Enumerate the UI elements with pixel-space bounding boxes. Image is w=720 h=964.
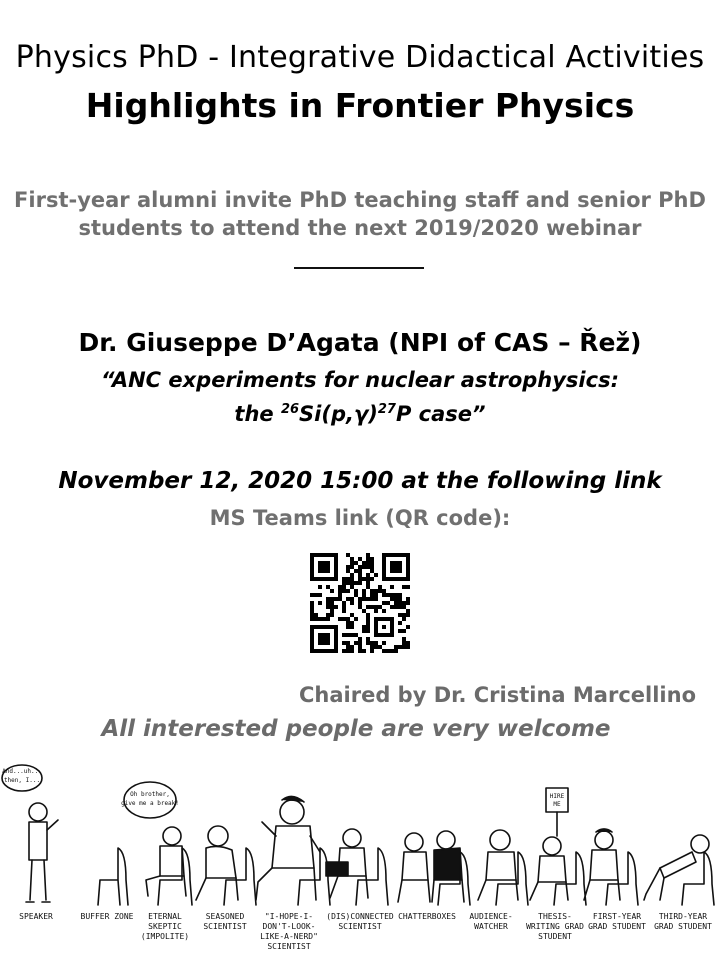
qr-module [358,605,362,609]
qr-module [402,641,406,645]
qr-module [402,629,406,633]
qr-module [358,637,362,641]
qr-module [318,593,322,597]
qr-module [310,601,314,605]
qr-module [366,617,370,621]
qr-module [350,577,354,581]
qr-module [362,577,366,581]
qr-module [366,597,370,601]
qr-module [394,649,398,653]
qr-module [342,605,346,609]
qr-module [326,585,330,589]
qr-module [370,577,374,581]
qr-module [362,593,366,597]
qr-module [334,597,338,601]
qr-module [398,601,402,605]
qr-module [330,605,334,609]
qr-module [390,605,394,609]
qr-module [310,609,314,613]
qr-module [402,601,406,605]
qr-code[interactable] [310,553,410,653]
qr-module [370,589,374,593]
qr-module [394,645,398,649]
qr-module [366,561,370,565]
qr-module [358,581,362,585]
qr-module [310,617,314,621]
qr-module [314,593,318,597]
speech-bubble-1-line1: And...uh... [2,768,42,775]
qr-module [354,641,358,645]
qr-module [374,645,378,649]
qr-module [398,613,402,617]
qr-module [358,573,362,577]
qr-module [406,597,410,601]
qr-module [378,589,382,593]
mass-number-26: 26 [280,402,300,417]
qr-module [366,605,370,609]
talk-title-suffix: P case” [395,402,486,426]
label-speaker: SPEAKER [19,912,53,921]
qr-module [386,593,390,597]
qr-module [398,645,402,649]
label-buffer-zone: BUFFER ZONE [80,912,134,921]
qr-module [366,629,370,633]
welcome-line: All interested people are very welcome [101,716,611,742]
qr-module [330,597,334,601]
qr-module [342,609,346,613]
qr-module [346,617,350,621]
talk-title-line-2 [0,402,720,426]
qr-module [366,613,370,617]
qr-module [374,597,378,601]
qr-module [350,585,354,589]
qr-module [366,641,370,645]
qr-module [338,593,342,597]
reaction-text: Si(p,γ) [299,402,378,426]
qr-module [350,573,354,577]
qr-module [398,597,402,601]
qr-module [370,561,374,565]
qr-module [394,605,398,609]
qr-module [378,645,382,649]
qr-module [406,613,410,617]
qr-module [370,565,374,569]
qr-module [350,557,354,561]
speech-bubble-2-line1: Oh brother, [130,791,170,798]
qr-module [310,593,314,597]
qr-module [342,641,346,645]
qr-module [350,565,354,569]
qr-module [366,637,370,641]
qr-module [338,585,342,589]
qr-module [346,597,350,601]
qr-module [346,633,350,637]
qr-module [374,593,378,597]
qr-module [374,605,378,609]
qr-module [370,649,374,653]
qr-module [378,585,382,589]
qr-module [342,577,346,581]
qr-module [358,645,362,649]
qr-module [398,629,402,633]
qr-module [342,601,346,605]
qr-module [310,613,314,617]
qr-module [402,613,406,617]
qr-module [406,601,410,605]
qr-module [402,617,406,621]
qr-module [326,605,330,609]
qr-module [358,569,362,573]
qr-module [366,577,370,581]
qr-module [390,593,394,597]
qr-module [390,585,394,589]
qr-module [350,621,354,625]
qr-module [362,589,366,593]
qr-module [338,597,342,601]
qr-module [362,597,366,601]
qr-module [346,625,350,629]
qr-module [366,557,370,561]
qr-module [330,589,334,593]
program-heading: Physics PhD - Integrative Didactical Activities [15,40,705,75]
qr-module [394,593,398,597]
link-label: MS Teams link (QR code): [209,506,511,530]
qr-module [350,561,354,565]
qr-module [358,577,362,581]
qr-module [350,645,354,649]
qr-module [326,601,330,605]
qr-module [358,601,362,605]
qr-module [366,621,370,625]
qr-module [350,625,354,629]
qr-module [402,605,406,609]
divider-line [294,267,424,269]
qr-module [386,649,390,653]
qr-module [382,641,386,645]
qr-module [358,557,362,561]
qr-module [330,613,334,617]
qr-module [406,585,410,589]
qr-module [374,589,378,593]
label-audience-watcher: AUDIENCE-WATCHER [469,912,513,931]
label-chatterboxes: CHATTERBOXES [398,912,456,921]
qr-module [350,633,354,637]
qr-module [342,589,346,593]
talk-title-line-1: “ANC experiments for nuclear astrophysics: [101,368,619,392]
label-first-year: FIRST-YEAR GRAD STUDENT [588,912,646,931]
qr-module [318,601,322,605]
qr-module [398,605,402,609]
chair-line: Chaired by Dr. Cristina Marcellino [298,683,696,707]
label-seasoned-scientist: SEASONED SCIENTIST [203,912,247,931]
qr-module [406,641,410,645]
qr-module [330,601,334,605]
qr-module [350,581,354,585]
qr-module [362,649,366,653]
qr-module [334,605,338,609]
qr-module [362,565,366,569]
qr-module [354,633,358,637]
qr-module [354,593,358,597]
qr-module [370,641,374,645]
speech-bubble-2-line2: give me a break! [121,800,179,807]
qr-module [402,637,406,641]
qr-module [350,601,354,605]
qr-module [318,585,322,589]
qr-module [358,565,362,569]
qr-module [354,617,358,621]
label-thesis-writing: THESIS-WRITING GRAD STUDENT [526,912,584,941]
qr-module [346,577,350,581]
qr-module [346,589,350,593]
qr-module [342,617,346,621]
qr-module [350,649,354,653]
qr-module [402,585,406,589]
qr-module [346,621,350,625]
qr-module [338,617,342,621]
qr-module [394,601,398,605]
qr-module [358,649,362,653]
qr-module [366,565,370,569]
qr-module [322,617,326,621]
qr-module [362,609,366,613]
date-time: November 12, 2020 15:00 at the following link [58,468,662,494]
qr-module [398,593,402,597]
qr-module [354,561,358,565]
qr-module [398,621,402,625]
qr-module [346,645,350,649]
qr-module [342,649,346,653]
qr-module [390,597,394,601]
qr-module [382,601,386,605]
qr-module [406,645,410,649]
qr-module [370,593,374,597]
qr-module [350,613,354,617]
qr-module [382,593,386,597]
qr-module [362,629,366,633]
hire-me-sign-line2: ME [553,801,561,808]
label-eternal-skeptic: ETERNAL SKEPTIC (IMPOLITE) [140,912,190,941]
qr-module [342,633,346,637]
label-disconnected-scientist: (DIS)CONNECTED SCIENTIST [326,912,394,931]
qr-module [350,597,354,601]
qr-module [326,597,330,601]
qr-module [366,585,370,589]
qr-module [346,569,350,573]
qr-module [346,641,350,645]
hire-me-sign-line1: HIRE [549,793,565,800]
qr-module [354,589,358,593]
qr-module [330,609,334,613]
qr-module [338,589,342,593]
qr-module [366,625,370,629]
mass-number-27: 27 [377,402,396,417]
qr-module [382,649,386,653]
qr-module [346,581,350,585]
qr-module [358,597,362,601]
qr-module [346,553,350,557]
qr-module [374,573,378,577]
qr-module [386,601,390,605]
invitation-line-1: First-year alumni invite PhD teaching staff and senior PhD [14,188,706,212]
qr-module [314,613,318,617]
qr-module [394,597,398,601]
qr-module [366,573,370,577]
qr-module [310,605,314,609]
invitation-line-2: students to attend the next 2019/2020 webinar [78,216,642,240]
qr-module [374,641,378,645]
qr-module [362,625,366,629]
qr-module [342,581,346,585]
qr-module [366,581,370,585]
qr-module [382,589,386,593]
qr-module [354,581,358,585]
qr-module [318,617,322,621]
qr-module [406,625,410,629]
qr-module [326,617,330,621]
qr-module [370,557,374,561]
qr-module [362,561,366,565]
qr-module [406,609,410,613]
series-title: Highlights in Frontier Physics [85,86,635,125]
qr-module [378,605,382,609]
qr-module [370,569,374,573]
qr-module [370,605,374,609]
qr-module [346,565,350,569]
qr-module [342,585,346,589]
qr-module [354,569,358,573]
qr-module [382,609,386,613]
qr-module [366,553,370,557]
talk-title-prefix: the [234,402,281,426]
speech-bubble-1-line2: then, I... [3,777,41,784]
qr-module [358,641,362,645]
qr-module [326,613,330,617]
qr-module [370,597,374,601]
label-third-year: THIRD-YEAR GRAD STUDENT [654,912,712,931]
qr-module [402,645,406,649]
audience-cartoon [0,760,720,960]
qr-module [314,617,318,621]
qr-module [370,645,374,649]
speaker-name: Dr. Giuseppe D’Agata (NPI of CAS – Řež) [78,328,642,357]
qr-module [374,609,378,613]
qr-module [390,649,394,653]
label-nerd-scientist: "I-HOPE-I-DON'T-LOOK-LIKE-A-NERD" SCIENTIST [260,912,318,951]
qr-module [346,649,350,653]
